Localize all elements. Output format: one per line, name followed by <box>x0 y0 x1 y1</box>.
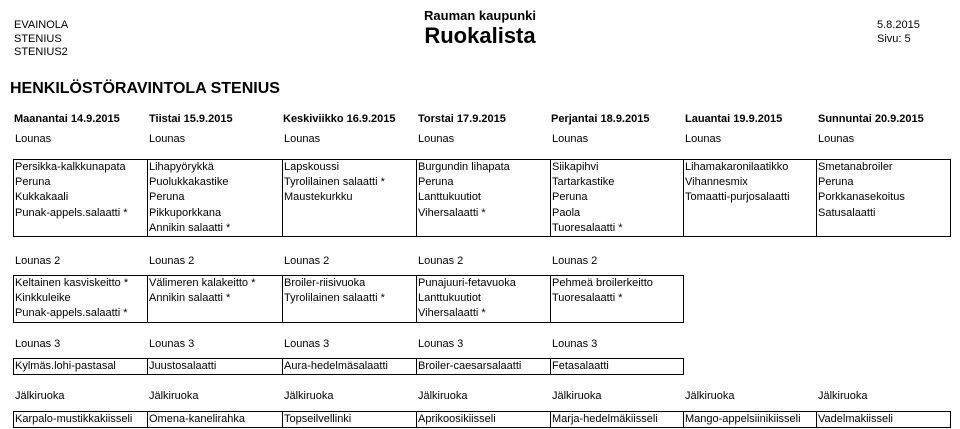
menu-item: Fetasalaatti <box>552 360 609 372</box>
day-header: Sunnuntai 20.9.2015 <box>818 113 924 125</box>
header-center <box>0 8 960 49</box>
menu-item: Puolukkakastike <box>149 176 229 189</box>
meal-type-label: Jälkiruoka <box>284 390 334 402</box>
meal-type-label: Lounas <box>284 133 321 145</box>
menu-item: Peruna <box>818 176 854 189</box>
menu-item: Vihersalaatti * <box>418 206 486 219</box>
menu-item: Punajuuri-fetavuoka <box>418 277 516 289</box>
menu-item: Tomaatti-purjosalaatti <box>685 191 790 204</box>
menu-item: Broiler-caesarsalaatti <box>418 360 522 372</box>
meal-type-label: Lounas <box>15 133 52 145</box>
day-header: Lauantai 19.9.2015 <box>685 113 783 125</box>
menu-item: Lanttukuutiot <box>418 292 481 305</box>
header-line: STENIUS2 <box>14 46 68 58</box>
menu-item: Maustekurkku <box>284 191 353 204</box>
day-header: Maanantai 14.9.2015 <box>14 113 120 125</box>
menu-item: Paola <box>552 206 581 219</box>
menu-item: Vihersalaatti * <box>418 307 486 320</box>
menu-item: Kukkakaali <box>15 191 69 204</box>
menu-item: Pehmeä broilerkeitto <box>552 277 653 289</box>
menu-item: Keltainen kasviskeitto * <box>15 277 129 289</box>
page-number: Sivu: 5 <box>877 32 911 45</box>
menu-item: Porkkanasekoitus <box>818 191 905 204</box>
meal-type-label: Lounas 3 <box>149 338 195 350</box>
menu-item: Lihapyörykkä <box>149 161 214 173</box>
header-line: STENIUS <box>14 32 62 45</box>
menu-item: Karpalo-mustikkakiisseli <box>15 413 133 425</box>
menu-item: Kylmäs.lohi-pastasal <box>15 360 116 372</box>
menu-item: Topseilvellinki <box>284 413 352 425</box>
menu-item: Punak-appels.salaatti * <box>15 206 128 219</box>
meal-type-label: Lounas <box>818 133 855 145</box>
meal-type-label: Lounas <box>418 133 455 145</box>
meal-type-label: Lounas <box>149 133 186 145</box>
meal-type-label: Lounas 3 <box>15 338 61 350</box>
restaurant-name: HENKILÖSTÖRAVINTOLA STENIUS <box>10 80 280 97</box>
meal-type-label: Lounas <box>552 133 589 145</box>
menu-item: Omena-kanelirahka <box>149 413 245 425</box>
menu-item: Lapskoussi <box>284 161 340 173</box>
menu-item: Punak-appels.salaatti * <box>15 307 128 320</box>
meal-type-label: Lounas 2 <box>149 255 195 267</box>
meal-type-label: Lounas 3 <box>284 338 330 350</box>
day-header: Keskiviikko 16.9.2015 <box>283 113 396 125</box>
menu-item: Annikin salaatti * <box>149 292 231 305</box>
meal-type-label: Jälkiruoka <box>685 390 735 402</box>
menu-item: Peruna <box>418 176 454 189</box>
header-right <box>877 19 920 46</box>
menu-item: Pikkuporkkana <box>149 206 222 219</box>
meal-type-label: Lounas 2 <box>15 255 61 267</box>
menu-item: Tuoresalaatti * <box>552 221 623 234</box>
meal-type-label: Lounas 2 <box>284 255 330 267</box>
menu-item: Persikka-kalkkunapata <box>15 161 126 173</box>
menu-item: Annikin salaatti * <box>149 221 231 234</box>
menu-item: Tartarkastike <box>552 176 615 189</box>
menu-item: Mango-appelsiinikiisseli <box>685 413 801 425</box>
menu-item: Peruna <box>15 176 51 189</box>
menu-item: Broiler-riisivuoka <box>284 277 366 289</box>
meal-type-label: Lounas 3 <box>552 338 598 350</box>
menu-item: Tuoresalaatti * <box>552 292 623 305</box>
meal-type-label: Lounas 3 <box>418 338 464 350</box>
menu-item: Välimeren kalakeitto * <box>149 277 256 289</box>
city-name: Rauman kaupunki <box>424 8 536 23</box>
menu-item: Marja-hedelmäkiisseli <box>552 413 658 425</box>
menu-item: Tyrolilainen salaatti * <box>284 176 385 189</box>
meal-type-label: Lounas <box>685 133 722 145</box>
meal-type-label: Jälkiruoka <box>418 390 468 402</box>
meal-type-label: Lounas 2 <box>552 255 598 267</box>
menu-item: Satusalaatti <box>818 206 876 219</box>
meal-type-label: Jälkiruoka <box>818 390 868 402</box>
menu-item: Tyrolilainen salaatti * <box>284 292 385 305</box>
meal-type-label: Jälkiruoka <box>552 390 602 402</box>
menu-item: Siikapihvi <box>552 161 599 173</box>
menu-item: Peruna <box>552 191 588 204</box>
menu-item: Vadelmakiisseli <box>818 413 893 425</box>
meal-type-label: Jälkiruoka <box>15 390 65 402</box>
meal-type-label: Jälkiruoka <box>149 390 199 402</box>
menu-item: Burgundin lihapata <box>418 161 510 173</box>
menu-item: Lihamakaronilaatikko <box>685 161 789 173</box>
menu-item: Vihannesmix <box>685 176 748 189</box>
menu-item: Kinkkuleike <box>15 292 71 305</box>
menu-item: Lanttukuutiot <box>418 191 481 204</box>
menu-item: Juustosalaatti <box>149 360 217 372</box>
header-line: EVAINOLA <box>14 19 69 31</box>
menu-item: Smetanabroiler <box>818 161 893 173</box>
print-date: 5.8.2015 <box>877 19 920 31</box>
day-header: Torstai 17.9.2015 <box>418 113 506 125</box>
menu-item: Aprikoosikiisseli <box>418 413 496 425</box>
meal-type-label: Lounas 2 <box>418 255 464 267</box>
menu-item: Aura-hedelmäsalaatti <box>284 360 388 372</box>
day-header: Tiistai 15.9.2015 <box>149 113 233 125</box>
menu-item: Peruna <box>149 191 185 204</box>
day-header: Perjantai 18.9.2015 <box>551 113 650 125</box>
page-title: Ruokalista <box>424 23 536 48</box>
